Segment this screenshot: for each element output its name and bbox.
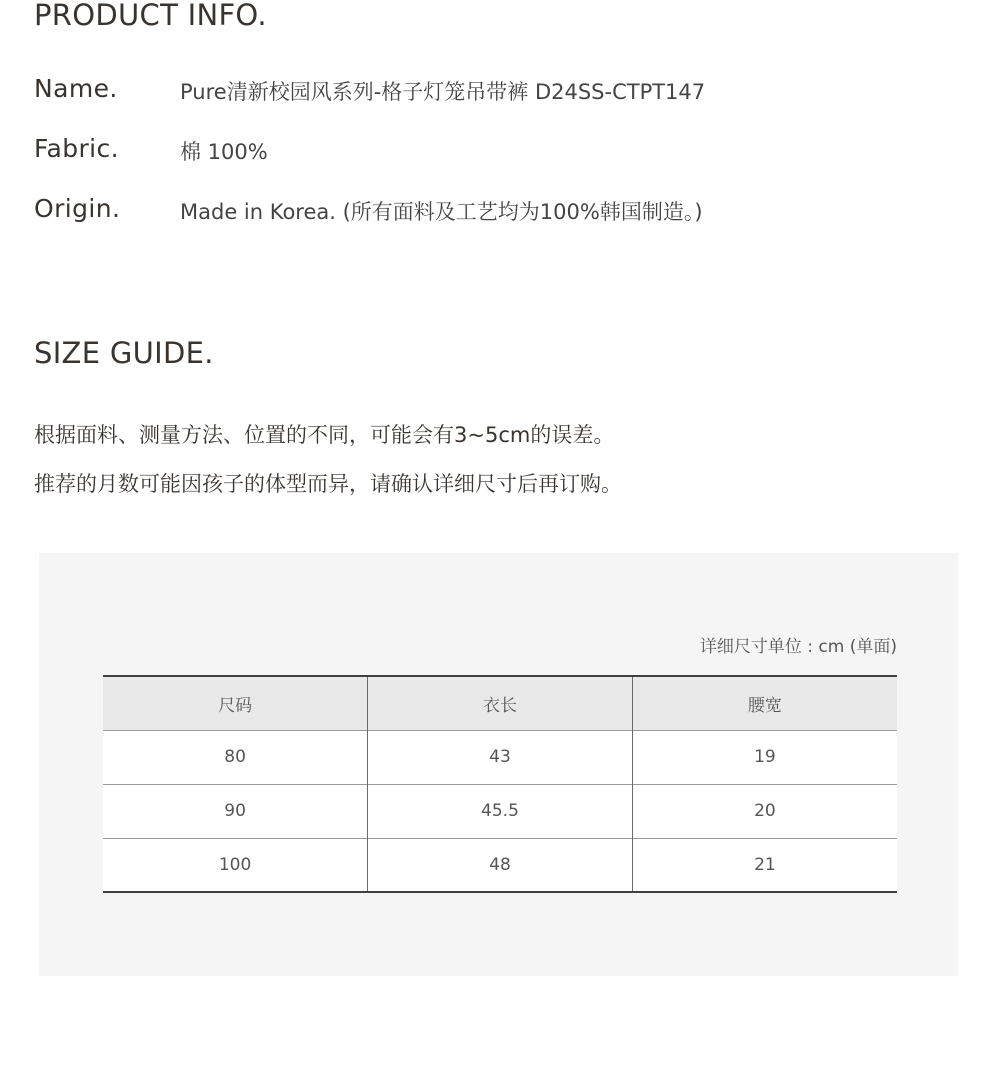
cell-size: 100 — [218, 854, 252, 875]
size-table-panel — [39, 553, 958, 976]
size-note-recommendation: 推荐的月数可能因孩子的体型而异，请确认详细尺寸后再订购。 — [34, 472, 622, 496]
origin-value: Made in Korea. (所有面料及工艺均为100%韩国制造。) — [180, 200, 703, 224]
size-guide-title: SIZE GUIDE. — [34, 336, 214, 370]
fabric-value: 棉 100% — [180, 140, 268, 164]
cell-length: 43 — [368, 730, 633, 784]
cell-size: 90 — [224, 801, 246, 821]
size-table-header-row — [103, 676, 897, 730]
name-value: Pure清新校园风系列-格子灯笼吊带裤 D24SS-CTPT147 — [180, 80, 706, 104]
cell-waist-width: 21 — [632, 838, 897, 892]
fabric-label: Fabric. — [34, 134, 119, 163]
table-row — [103, 784, 897, 838]
header-waist-width: 腰宽 — [632, 676, 897, 730]
name-label: Name. — [34, 74, 118, 103]
info-row-origin — [34, 194, 974, 228]
size-note-measurement-error: 根据面料、测量方法、位置的不同，可能会有3~5cm的误差。 — [34, 423, 615, 447]
size-table — [103, 675, 897, 893]
header-length: 衣长 — [368, 676, 633, 730]
cell-waist-width: 19 — [632, 730, 897, 784]
product-info-title: PRODUCT INFO. — [34, 0, 267, 32]
info-row-fabric — [34, 134, 974, 168]
info-row-name — [34, 74, 974, 108]
header-size: 尺码 — [218, 695, 253, 716]
cell-waist-width: 20 — [632, 784, 897, 838]
cell-length: 48 — [368, 838, 633, 892]
cell-length: 45.5 — [368, 784, 633, 838]
origin-label: Origin. — [34, 194, 121, 223]
table-row — [103, 730, 897, 784]
table-row — [103, 838, 897, 892]
cell-size: 80 — [224, 747, 246, 767]
unit-note: 详细尺寸单位 : cm (单面) — [699, 637, 897, 657]
